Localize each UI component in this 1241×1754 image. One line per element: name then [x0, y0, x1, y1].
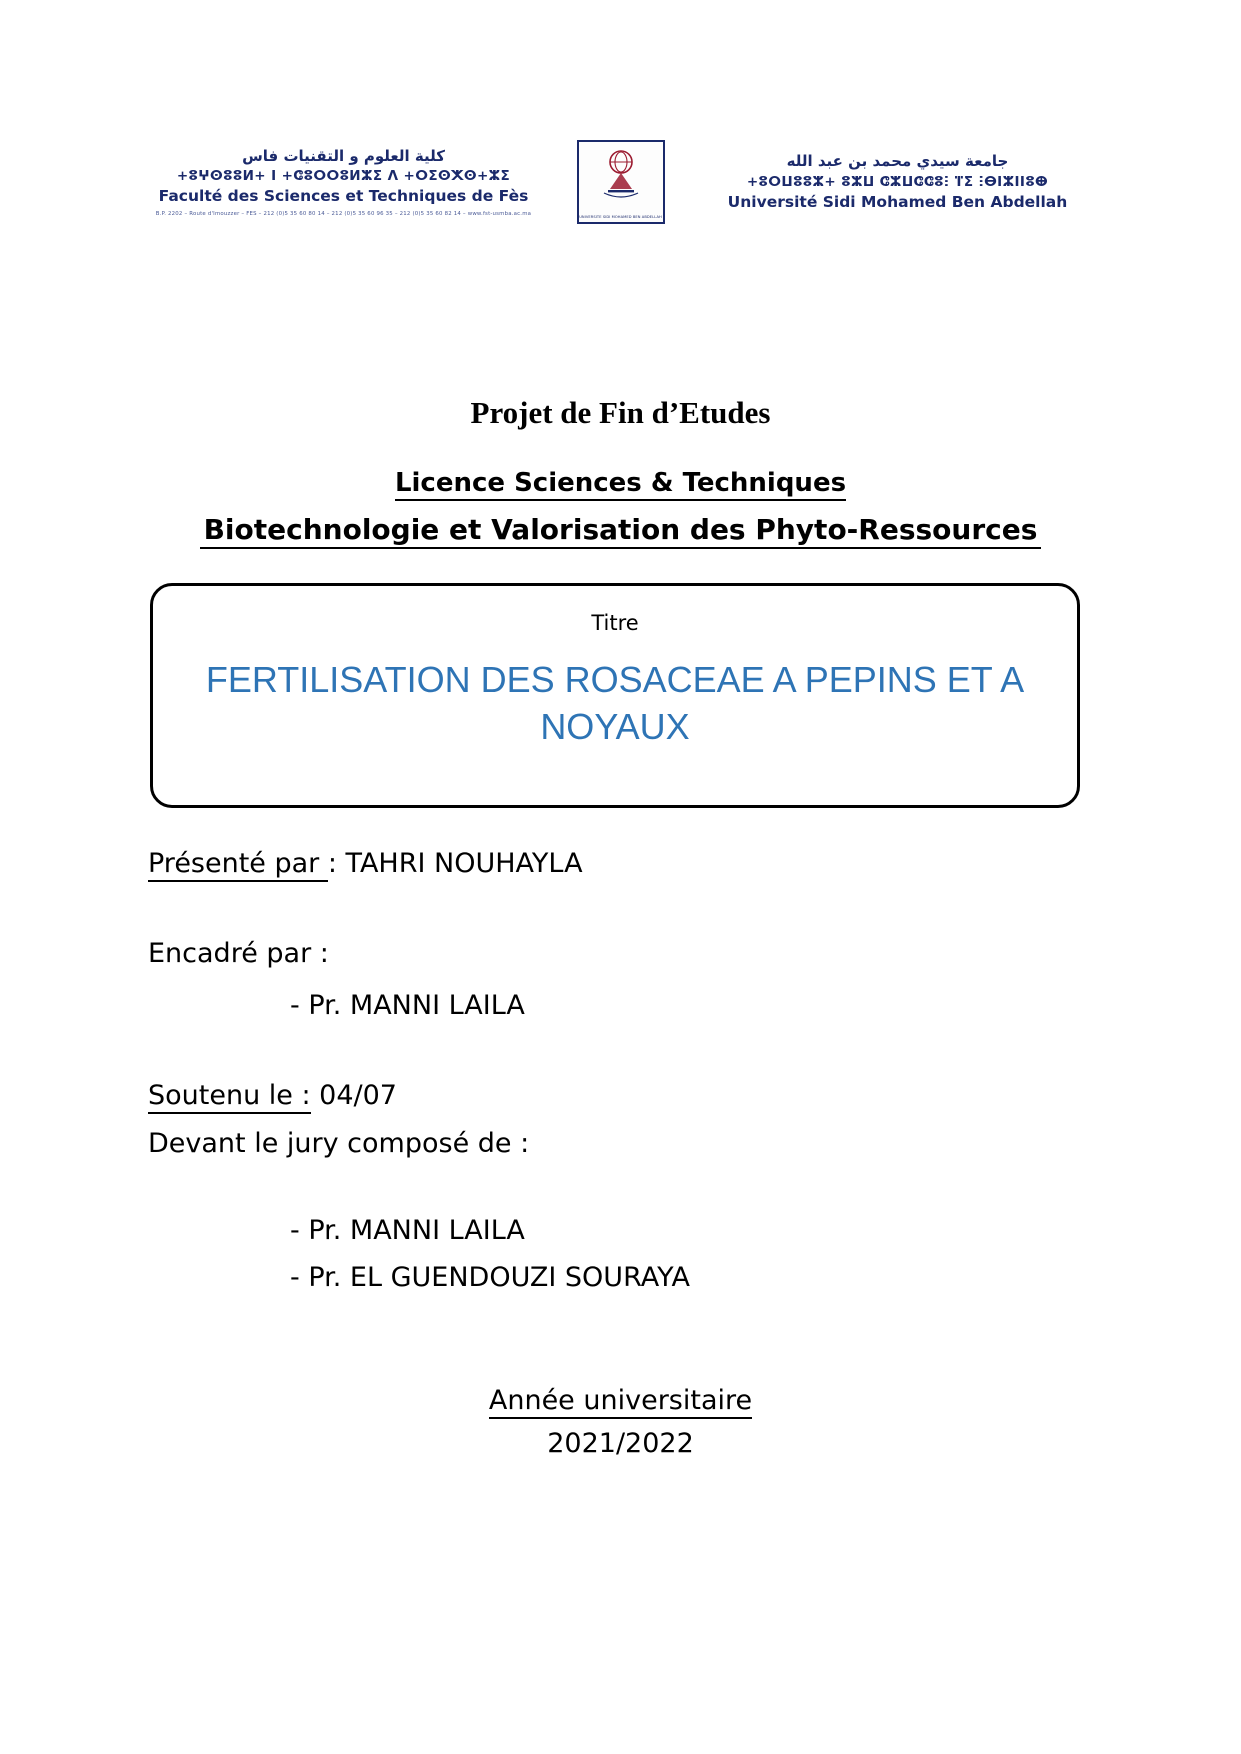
jury-member: - Pr. EL GUENDOUZI SOURAYA: [290, 1262, 690, 1293]
page-title: FERTILISATION DES ROSACEAE A PEPINS ET A NOYAUX: [205, 659, 1025, 747]
academic-year-label-text: Année universitaire: [489, 1385, 752, 1419]
program-heading: [0, 513, 1241, 546]
jury-member: - Pr. MANNI LAILA: [290, 1215, 525, 1246]
university-identity: [703, 152, 1093, 212]
degree-heading: [0, 468, 1241, 498]
university-name-tifinagh: +ⵓⵔⵡⵓⵓⵣ+ ⵓⵣⵡ ⵛⵣⵡⵛⵛⵓⵗ ⴶⵉ ⵗⴱⵏⵣⵏⵏⵓⴲ: [746, 173, 1049, 190]
program-text: Biotechnologie et Valorisation des Phyto-Ressources: [200, 513, 1042, 549]
university-emblem-icon: [577, 140, 665, 224]
faculty-address: B.P. 2202 – Route d'Imouzzer – FES – 212 (0)5 35 60 80 14 – 212 (0)5 35 60 96 35 – 212 (0)5 35 60 82 14 – www.fst-usmba.ac.ma: [155, 210, 532, 217]
letterhead: [0, 140, 1241, 224]
faculty-name-tifinagh: +ⵓⵖⵙⵓⵓⵍ+ Ⅰ +ⵛⵓⵔⵔⵓⵍⵣⵉ Ʌ +ⵔⵉⵙⵅⵙ+ⵣⵉ: [176, 168, 511, 185]
supervised-by-label: Encadré par :: [148, 938, 329, 969]
academic-year-value: 2021/2022: [547, 1428, 694, 1459]
crest-icon: [598, 149, 644, 199]
degree-text: Licence Sciences & Techniques: [395, 468, 846, 501]
academic-year-label: [0, 1385, 1241, 1416]
faculty-identity: [149, 147, 539, 218]
emblem-caption: UNIVERSITE SIDI MOHAMED BEN ABDELLAH: [579, 215, 662, 219]
title-box: [150, 583, 1080, 808]
faculty-name-french: Faculté des Sciences et Techniques de Fès: [158, 187, 529, 206]
defense-row: [148, 1080, 397, 1111]
presented-by-label: Présenté par: [148, 848, 328, 882]
university-name-french: Université Sidi Mohamed Ben Abdellah: [727, 192, 1068, 211]
defense-date: 04/07: [319, 1080, 397, 1111]
presented-by-value: : TAHRI NOUHAYLA: [327, 848, 583, 879]
project-type-heading: Projet de Fin d’Etudes: [470, 395, 771, 430]
presented-by-row: [148, 848, 583, 879]
supervisor-name: - Pr. MANNI LAILA: [290, 990, 525, 1021]
faculty-name-arabic: كلية العلوم و التقنيات فاس: [242, 146, 445, 165]
title-label: Titre: [591, 611, 639, 635]
defense-label: Soutenu le :: [148, 1080, 311, 1114]
jury-intro: Devant le jury composé de :: [148, 1128, 530, 1159]
university-name-arabic: جامعة سيدي محمد بن عبد الله: [786, 152, 1009, 170]
